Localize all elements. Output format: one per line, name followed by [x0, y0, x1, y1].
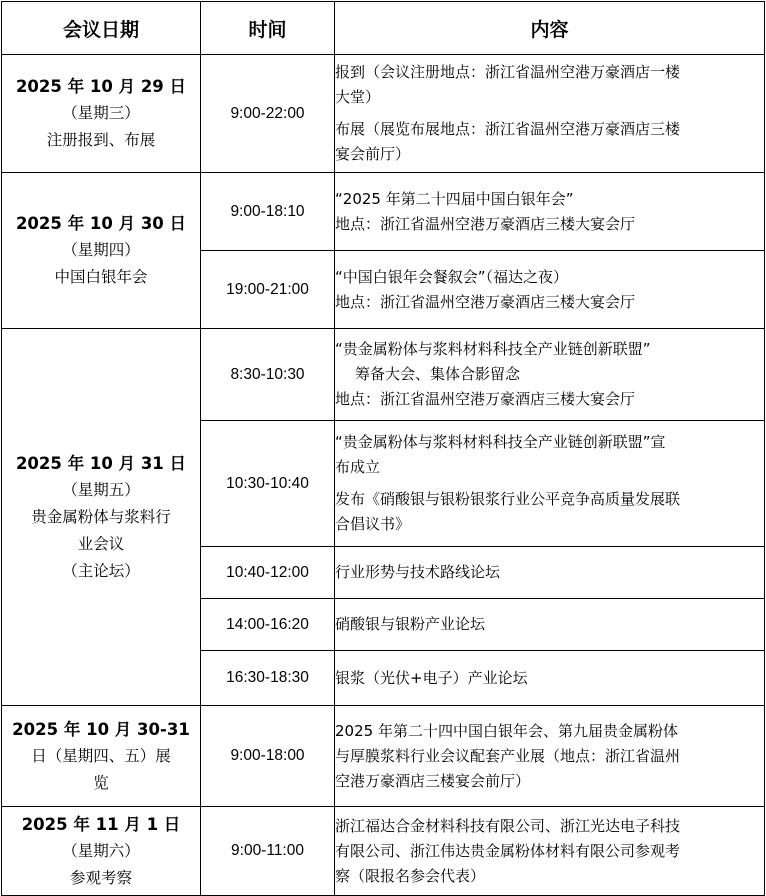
content-cell [335, 547, 765, 599]
content-line: 察（限报名参会代表） [335, 866, 486, 885]
time-cell: 19:00-21:00 [201, 251, 335, 329]
date-line: 日（星期四、五）展 [31, 746, 171, 765]
time-cell: 9:00-18:00 [201, 706, 335, 807]
time-cell: 14:00-16:20 [201, 599, 335, 651]
date-line: 2025 年 10 月 30 日 [15, 214, 187, 233]
time-cell: 9:00-18:10 [201, 173, 335, 251]
date-cell [2, 329, 201, 706]
content-cell [335, 251, 765, 329]
content-line: 地点：浙江省温州空港万豪酒店三楼大宴会厅 [335, 292, 636, 311]
date-line: 2025 年 10 月 30-31 [12, 719, 190, 739]
date-line: 2025 年 10 月 29 日 [15, 77, 187, 96]
content-line: “贵金属粉体与浆料材料科技全产业链创新联盟” [335, 340, 651, 358]
date-cell [2, 706, 201, 807]
content-line: 报到（会议注册地点：浙江省温州空港万豪酒店一楼 [335, 63, 681, 81]
content-cell [335, 706, 765, 807]
date-line: 业会议 [77, 534, 125, 553]
header-time: 时间 [201, 2, 335, 55]
content-line: 与厚膜浆料行业会议配套产业展（地点：浙江省温州 [335, 746, 681, 765]
date-line: 中国白银年会 [54, 268, 148, 286]
content-line: 银浆（光伏+电子）产业论坛 [335, 668, 528, 687]
date-line: （主论坛） [62, 561, 140, 580]
content-cell [335, 599, 765, 651]
content-line: “贵金属粉体与浆料材料科技全产业链创新联盟”宣 [335, 433, 666, 451]
content-line: “2025 年第二十四届中国白银年会” [335, 189, 574, 208]
content-line: 宴会前厅） [335, 145, 411, 163]
content-cell [335, 651, 765, 706]
content-line: 布成立 [335, 458, 381, 476]
content-line: 地点：浙江省温州空港万豪酒店三楼大宴会厅 [335, 214, 636, 233]
header-row [2, 2, 765, 55]
time-cell: 10:30-10:40 [201, 421, 335, 547]
content-line: 2025 年第二十四中国白银年会、第九届贵金属粉体 [335, 721, 678, 740]
date-cell [2, 807, 201, 896]
table-row [2, 807, 765, 896]
content-line: 合倡议书》 [335, 515, 411, 533]
date-line: （星期五） [62, 480, 140, 499]
content-line: 大堂） [335, 88, 381, 106]
content-cell [335, 55, 765, 173]
content-line: 浙江福达合金材料科技有限公司、浙江光达电子科技 [335, 816, 681, 835]
date-line: 注册报到、布展 [46, 131, 156, 149]
time-cell: 8:30-10:30 [201, 329, 335, 421]
content-line: 地点：浙江省温州空港万豪酒店三楼大宴会厅 [335, 390, 636, 408]
table-row [2, 55, 765, 173]
date-line: 参观考察 [69, 868, 132, 887]
header-content: 内容 [335, 2, 765, 55]
schedule-table [1, 1, 765, 896]
time-cell: 16:30-18:30 [201, 651, 335, 706]
content-line: 发布《硝酸银与银粉银浆行业公平竞争高质量发展联 [335, 490, 681, 508]
content-line: 布展（展览布展地点：浙江省温州空港万豪酒店三楼 [335, 120, 681, 138]
time-cell: 9:00-22:00 [201, 55, 335, 173]
content-cell [335, 329, 765, 421]
content-line: 硝酸银与银粉产业论坛 [335, 615, 486, 633]
table-row [2, 173, 765, 251]
date-line: （星期四） [62, 241, 140, 259]
date-line: 2025 年 11 月 1 日 [21, 814, 181, 834]
date-line: 2025 年 10 月 31 日 [15, 453, 187, 473]
date-cell [2, 55, 201, 173]
date-line: 览 [93, 773, 109, 792]
table-row [2, 329, 765, 421]
date-line: 贵金属粉体与浆料行 [31, 507, 171, 526]
content-line: 有限公司、浙江伟达贵金属粉体材料有限公司参观考 [335, 841, 681, 860]
table-row [2, 706, 765, 807]
time-cell: 9:00-11:00 [201, 807, 335, 896]
time-cell: 10:40-12:00 [201, 547, 335, 599]
content-line: 空港万豪酒店三楼宴会前厅） [335, 771, 531, 790]
content-cell [335, 421, 765, 547]
content-line: 行业形势与技术路线论坛 [335, 563, 501, 581]
date-cell [2, 173, 201, 329]
header-date: 会议日期 [2, 2, 201, 55]
date-line: （星期六） [62, 841, 140, 860]
content-cell [335, 173, 765, 251]
content-line: 筹备大会、集体合影留念 [355, 365, 521, 383]
date-line: （星期三） [62, 104, 140, 122]
content-line: “中国白银年会餐叙会”（福达之夜） [335, 267, 569, 286]
content-cell [335, 807, 765, 896]
